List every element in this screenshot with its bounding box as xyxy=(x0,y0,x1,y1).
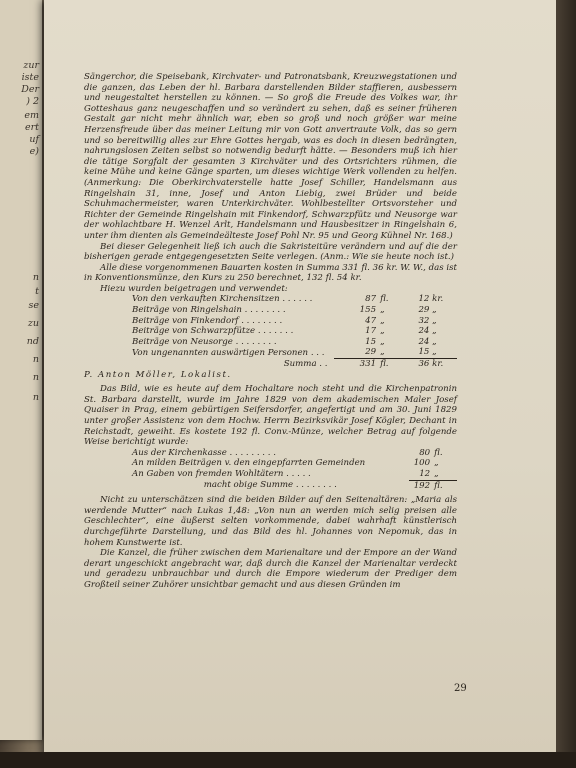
payment-table xyxy=(132,448,457,491)
table-row: Beiträge von Schwarzpfütze . . . . . . . 17 „ 24 „ xyxy=(132,326,437,337)
left-page-text-fragment: iste xyxy=(21,72,39,83)
paragraph-seitenaltaere: Nicht zu unterschätzen sind die beiden Bilder auf den Seitenaltären: „Maria als werdende Mutter“ nach Lukas 1,48: „Von nun an werden mich selig preisen alle Geschlechter“, eine äußerst selten vorkommende, dabei wahrhaft künstlerisch durchgeführte Darstellung, und das Bild des hl. Johannes von Nepomuk, das in hohem Kunstwerte ist. xyxy=(84,495,457,548)
table-row: Beiträge von Ringelshain . . . . . . . . 155 „ 29 „ xyxy=(132,305,437,316)
paragraph-1: Sängerchor, die Speisebank, Kirchvater- und Patronatsbank, Kreuzwegstationen und die ganzen, das Leben der hl. Barbara darstellenden Bilder staffieren, ausbessern und neugestaltet herstellen zu können. — So groß die Freude des Volkes war, ihr Gotteshaus ganz neugeschaffen und so verändert zu sehen, daß es seiner früheren Gestalt gar nicht mehr ähnlich war, eben so groß und noch größer war meine Herzensfreude über das meiner Leitung mir von Gott anvertraute Volk, das so gern und so bereitwillig alles zur Ehre Gottes hergab, was es doch in diesen bedrängten, nahrungslosen Zeiten selbst so notwendig bedurft hätte. — Besonders muß ich hier die tätige Sorgfalt der gesamten 3 Kirchväter und des Ortsrichters rühmen, die keine Mühe und keine Gänge sparten, um dieses wichtige Werk vollenden zu helfen. (Anmerkung: Die Oberkirchvaterstelle hatte Josef Schiller, Handelsmann aus Ringelshain 31, inne, Josef und Anton Liebig, zwei Brüder und beide Schuhmachermeister, waren Unterkirchväter. Wohlbestellter Ortsvorsteher und Richter der Gemeinde Ringelshain mit Finkendorf, Schwarzpfütz und Neusorge war der wohlachtbare H. Wenzel Arlt, Handelsmann und Hausbesitzer in Ringelshain 6, unter ihm dienten als Gemeindeälteste Josef Pohl Nr. 95 und Georg Kühnel Nr. 168.) xyxy=(84,72,457,241)
table-sum-row: macht obige Summe . . . . . . . . 192 fl. xyxy=(203,480,443,491)
paragraph-bild: Das Bild, wie es heute auf dem Hochaltare noch steht und die Kirchenpatronin St. Barbara darstellt, wurde im Jahre 1829 von dem akademischen Maler Josef Quaiser in Prag, einem gebürtigen Seifersdorfer, angefertigt und am 30. Juni 1829 unter großer Assistenz von dem Hochw. Herrn Bezirksvikär Josef Kögler, Dechant in Reichstadt, geweiht. Es kostete 192 fl. Conv.-Münze, welcher Betrag auf folgende Weise berichtigt wurde: xyxy=(84,384,457,448)
left-page-text-fragment: t xyxy=(35,286,39,297)
table-row: An milden Beiträgen v. den eingepfarrten Gemeinden 100 „ xyxy=(132,458,439,469)
paragraph-kanzel: Die Kanzel, die früher zwischen dem Marienaltare und der Empore an der Wand derart ungeschickt angebracht war, daß durch die Kanzel der Marienaltar verdeckt und geradezu unbrauchbar und durch die Empore wiederum der Prediger dem Großteil seiner Zuhörer unsichtbar gemacht und aus diesen Gründen im xyxy=(84,548,457,590)
table-row: Von ungenannten auswärtigen Personen . . . 29 „ 15 „ xyxy=(132,347,457,358)
page-text xyxy=(84,72,457,591)
table-row: Aus der Kirchenkasse . . . . . . . . . 80 fl. xyxy=(132,447,443,458)
table-row: Beiträge von Finkendorf . . . . . . . . 47 „ 32 „ xyxy=(132,315,437,326)
left-page-text-fragment: zu xyxy=(27,318,39,329)
paragraph-2: Bei dieser Gelegenheit ließ ich auch die Sakristeitüre verändern und auf die der bisherigen gerade entgegengesetzten Seite verlegen. (Anm.: Wie sie heute noch ist.) xyxy=(84,241,457,263)
table-row: An Gaben von fremden Wohltätern . . . . . 12 „ xyxy=(132,469,457,480)
paragraph-4: Hiezu wurden beigetragen und verwendet: xyxy=(100,283,288,294)
contributions-table xyxy=(132,294,457,369)
left-page-text-fragment: ) 2 xyxy=(26,96,39,107)
table-row: Von den verkauften Kirchensitzen . . . . . . 87 fl. 12 kr. xyxy=(132,294,444,305)
table-row: Beiträge von Neusorge . . . . . . . . 15 „ 24 „ xyxy=(132,336,437,347)
left-page-text-fragment: n xyxy=(32,372,39,383)
left-page-text-fragment: uf xyxy=(29,134,39,145)
table-sum-row: Summa . . 331 fl. 36 kr. xyxy=(283,358,444,370)
left-page-text-fragment: n xyxy=(32,354,39,365)
previous-page-edge xyxy=(0,0,42,740)
right-shadow xyxy=(556,0,576,768)
signature: P. Anton Möller, Lokalist. xyxy=(84,369,232,380)
left-page-text-fragment: se xyxy=(28,300,39,311)
left-page-text-fragment: em xyxy=(24,110,39,121)
left-page-text-fragment: nd xyxy=(26,336,39,347)
bottom-shadow xyxy=(0,752,576,768)
left-page-text-fragment: n xyxy=(32,392,39,403)
paragraph-3: Alle diese vorgenommenen Bauarten kosten in Summa 331 fl. 36 kr. W. W., das ist in Konventionsmünze, den Kurs zu 250 berechnet, 132 fl. 54 kr. xyxy=(84,262,457,284)
left-page-text-fragment: Der xyxy=(21,84,39,95)
left-page-text-fragment: ert xyxy=(25,122,39,133)
left-page-text-fragment: e) xyxy=(29,146,39,157)
left-page-text-fragment: n xyxy=(32,272,39,283)
page-number: 29 xyxy=(454,683,467,694)
left-page-text-fragment: zur xyxy=(23,60,39,71)
